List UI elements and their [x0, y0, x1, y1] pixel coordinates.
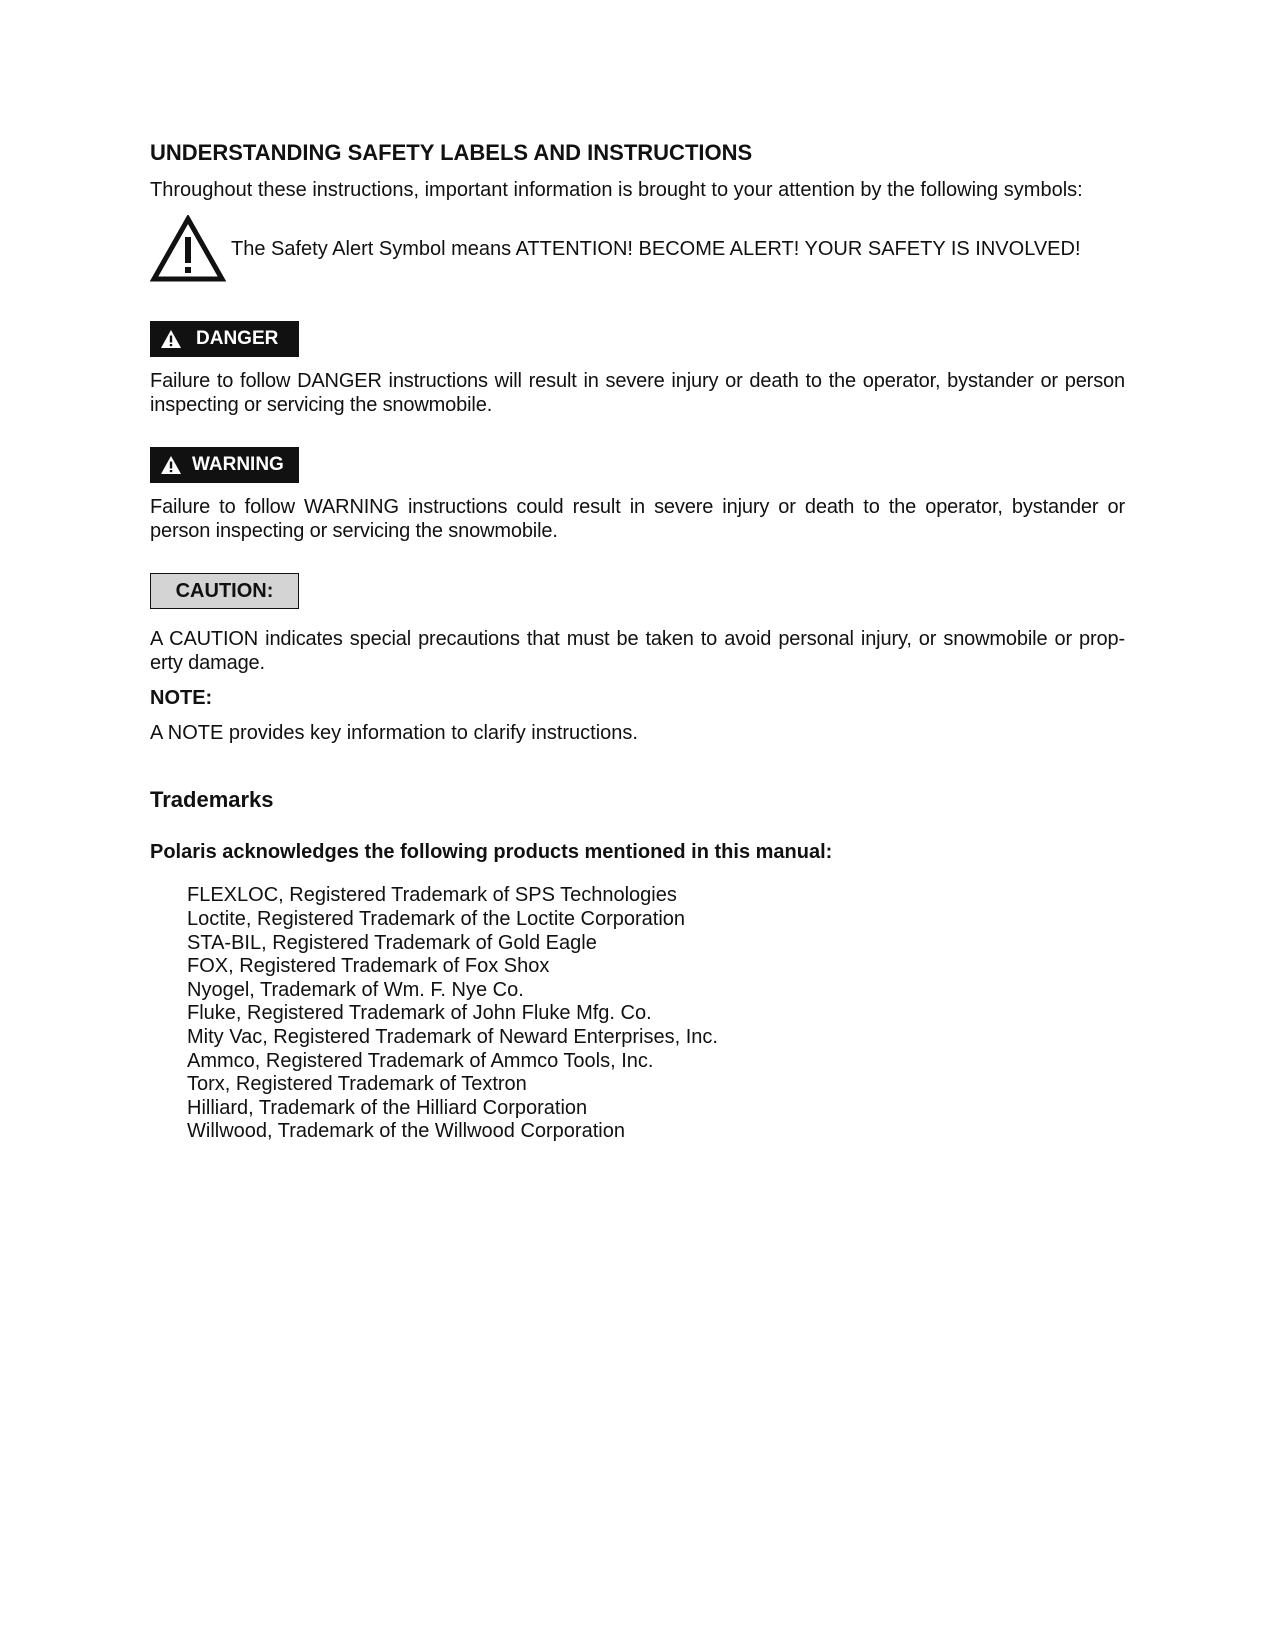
list-item: Torx, Registered Trademark of Textron: [187, 1073, 527, 1096]
list-item: Nyogel, Trademark of Wm. F. Nye Co.: [187, 978, 524, 1001]
warning-label: WARNING: [192, 454, 284, 476]
warning-triangle-icon: [150, 215, 226, 283]
warning-block: [150, 447, 1125, 543]
safety-alert-text: The Safety Alert Symbol means ATTENTION! BECOME ALERT! YOUR SAFETY IS INVOLVED!: [231, 237, 1081, 260]
warning-triangle-icon: [160, 455, 182, 475]
danger-signal-label: [150, 321, 299, 357]
caution-label: CAUTION:: [175, 579, 274, 602]
trademarks-subheading: Polaris acknowledges the following products mentioned in this manual:: [150, 841, 833, 864]
section-heading: UNDERSTANDING SAFETY LABELS AND INSTRUCTIONS: [150, 140, 753, 165]
list-item: Fluke, Registered Trademark of John Fluke Mfg. Co.: [187, 1002, 652, 1025]
caution-text: A CAUTION indicates special precautions that must be taken to avoid personal injury, or snowmobile or prop-erty damage.: [150, 628, 1125, 675]
warning-signal-label: [150, 447, 299, 483]
warning-text: Failure to follow WARNING instructions could result in severe injury or death to the operator, bystander or person inspecting or servicing the snowmobile.: [150, 496, 1125, 543]
intro-paragraph: Throughout these instructions, important information is brought to your attention by the following symbols:: [150, 179, 1083, 202]
caution-block: [150, 573, 1125, 675]
list-item: FOX, Registered Trademark of Fox Shox: [187, 955, 550, 978]
list-item: Willwood, Trademark of the Willwood Corporation: [187, 1120, 625, 1143]
trademarks-heading: Trademarks: [150, 787, 274, 813]
danger-block: [150, 321, 1125, 417]
safety-alert-row: [150, 215, 1125, 283]
document-page: [150, 140, 1125, 1144]
trademarks-list: [187, 884, 1125, 1144]
note-label: NOTE:: [150, 687, 213, 710]
caution-signal-label: [150, 573, 299, 609]
note-text: A NOTE provides key information to clarify instructions.: [150, 722, 638, 745]
list-item: STA-BIL, Registered Trademark of Gold Eagle: [187, 931, 597, 954]
list-item: Hilliard, Trademark of the Hilliard Corporation: [187, 1096, 588, 1119]
warning-triangle-icon: [160, 329, 182, 349]
list-item: Mity Vac, Registered Trademark of Neward Enterprises, Inc.: [187, 1025, 718, 1048]
danger-text: Failure to follow DANGER instructions will result in severe injury or death to the operator, bystander or person inspecting or servicing the snowmobile.: [150, 370, 1125, 417]
list-item: Loctite, Registered Trademark of the Loctite Corporation: [187, 907, 686, 930]
list-item: FLEXLOC, Registered Trademark of SPS Technologies: [187, 884, 677, 907]
danger-label: DANGER: [196, 328, 279, 350]
list-item: Ammco, Registered Trademark of Ammco Tools, Inc.: [187, 1049, 654, 1072]
